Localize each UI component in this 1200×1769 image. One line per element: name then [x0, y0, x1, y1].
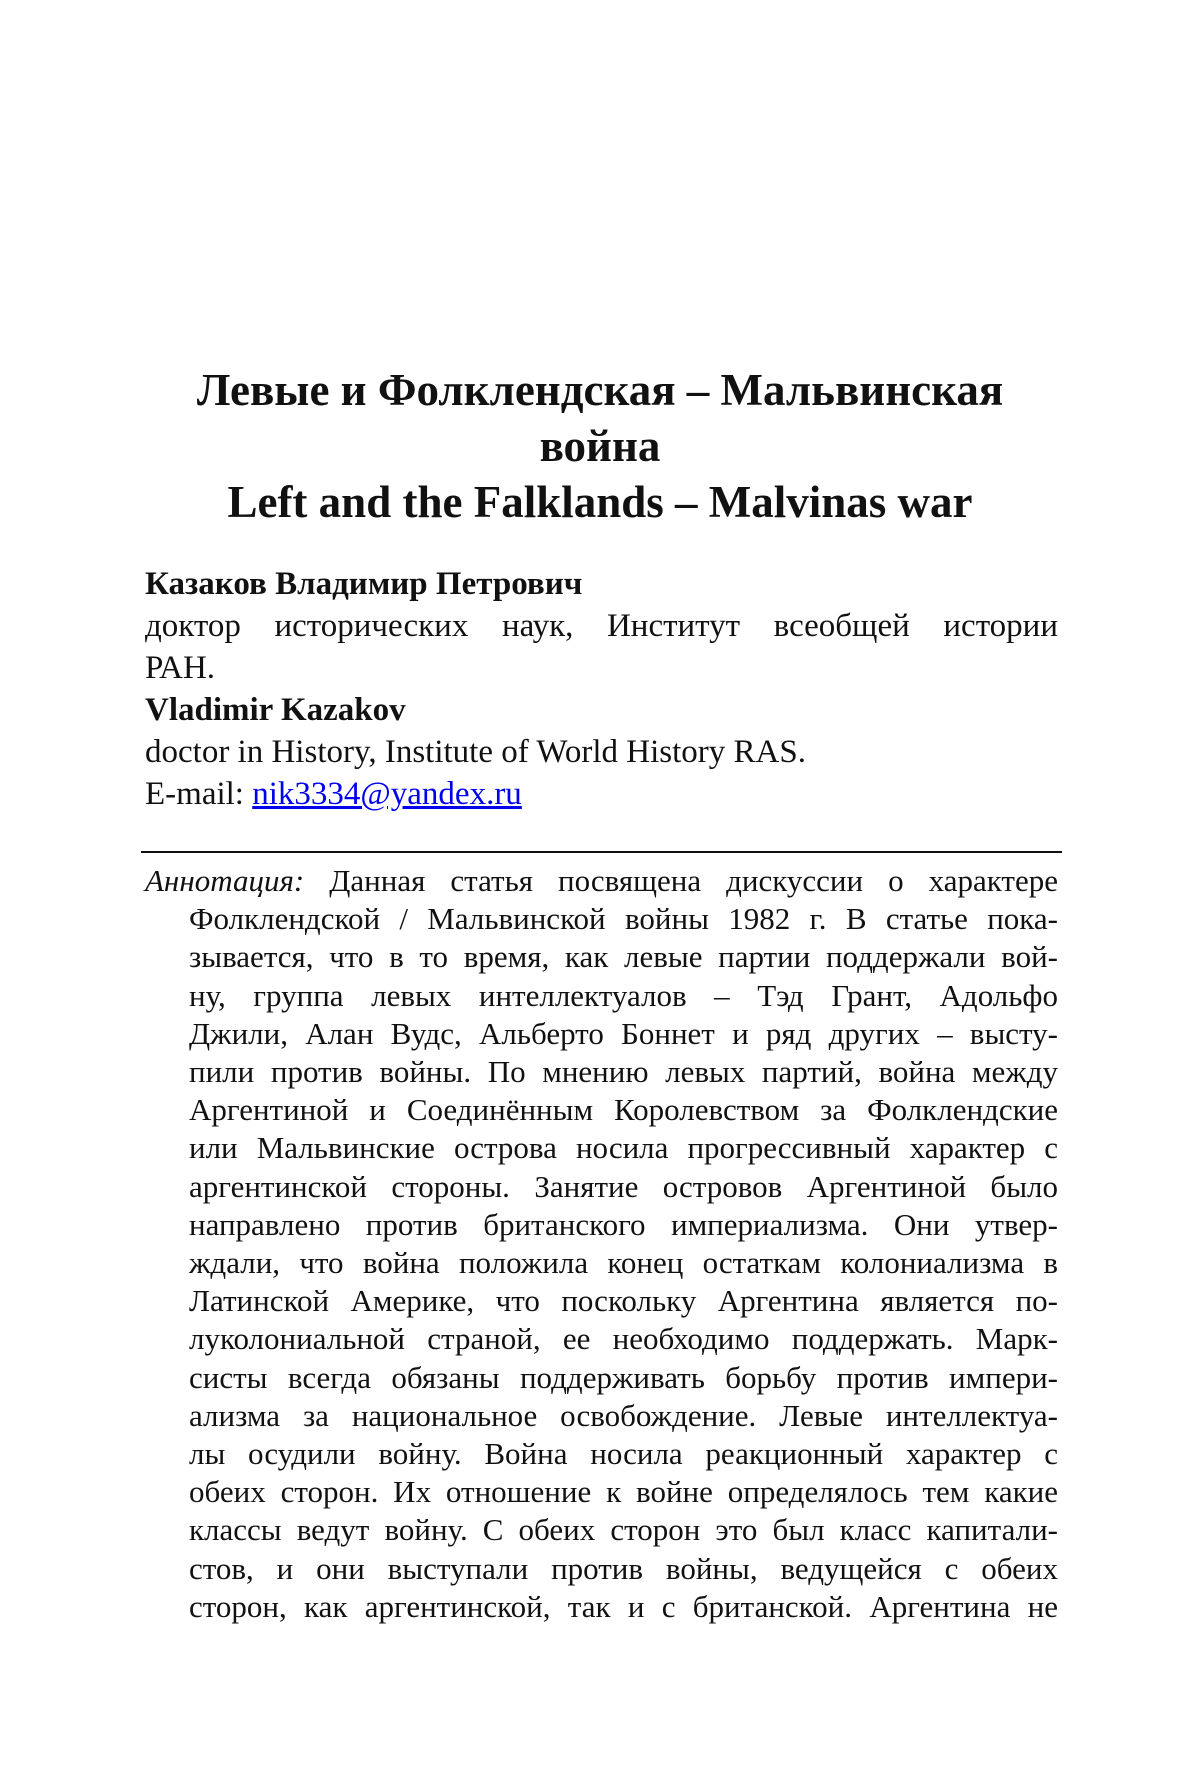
annotation-label: Аннотация:	[145, 863, 305, 898]
annotation-line: аргентинской стороны. Занятие островов Аргентиной было	[189, 1168, 1058, 1204]
annotation-line: Латинской Америке, что поскольку Аргентина является по-	[189, 1283, 1058, 1319]
email-label: E-mail:	[145, 776, 253, 812]
annotation-line: Аргентиной и Соединённым Королевством за Фолклендские	[189, 1092, 1058, 1128]
title-en: Left and the Falklands – Malvinas war	[227, 477, 973, 527]
annotation-line: зывается, что в то время, как левые партии поддержали вой-	[189, 939, 1058, 975]
author-name-en: Vladimir Kazakov	[145, 692, 406, 728]
annotation-line: направлено против британского империализма. Они утвер-	[189, 1206, 1058, 1242]
annotation	[145, 862, 1058, 1626]
author-affiliation-en: doctor in History, Institute of World History RAS.	[145, 734, 806, 770]
annotation-lines	[145, 900, 1058, 1626]
annotation-line: стов, и они выступали против войны, ведущейся с обеих	[189, 1550, 1058, 1586]
annotation-line: систы всегда обязаны поддерживать борьбу против импери-	[189, 1359, 1058, 1395]
annotation-line: лы осудили войну. Война носила реакционный характер с	[189, 1436, 1058, 1472]
annotation-line: пили против войны. По мнению левых партий, война между	[189, 1054, 1058, 1090]
annotation-text: Данная статья посвящена дискуссии о характере	[304, 863, 1058, 898]
author-name-ru: Казаков Владимир Петрович	[145, 566, 583, 602]
title-ru-line-2: война	[539, 421, 661, 471]
annotation-line: ну, группа левых интеллектуалов – Тэд Грант, Адольфо	[189, 977, 1058, 1013]
annotation-line: луколониальной страной, ее необходимо поддержать. Марк-	[189, 1321, 1058, 1357]
annotation-line: Фолклендской / Мальвинской войны 1982 г. В статье пока-	[189, 901, 1058, 937]
divider-rule	[141, 851, 1062, 853]
author-affiliation-ru-1: доктор исторических наук, Институт всеобщей истории	[145, 608, 1058, 644]
annotation-line: ализма за национальное освобождение. Левые интеллектуа-	[189, 1397, 1058, 1433]
title-ru-line-1: Левые и Фолклендская – Мальвинская	[196, 365, 1004, 415]
annotation-line: обеих сторон. Их отношение к войне определялось тем какие	[189, 1474, 1058, 1510]
annotation-first-line	[145, 862, 1058, 900]
annotation-line: или Мальвинские острова носила прогрессивный характер с	[189, 1130, 1058, 1166]
author-block	[145, 563, 1058, 815]
annotation-line: ждали, что война положила конец остаткам колониализма в	[189, 1245, 1058, 1281]
author-email-line	[145, 773, 1058, 815]
annotation-line: классы ведут войну. С обеих сторон это был класс капитали-	[189, 1512, 1058, 1548]
annotation-line: сторон, как аргентинской, так и с британской. Аргентина не	[189, 1588, 1058, 1624]
author-affiliation-ru-2: РАН.	[145, 650, 216, 686]
annotation-line: Джили, Алан Вудс, Альберто Боннет и ряд других – высту-	[189, 1015, 1058, 1051]
email-link[interactable]: nik3334@yandex.ru	[252, 776, 522, 812]
